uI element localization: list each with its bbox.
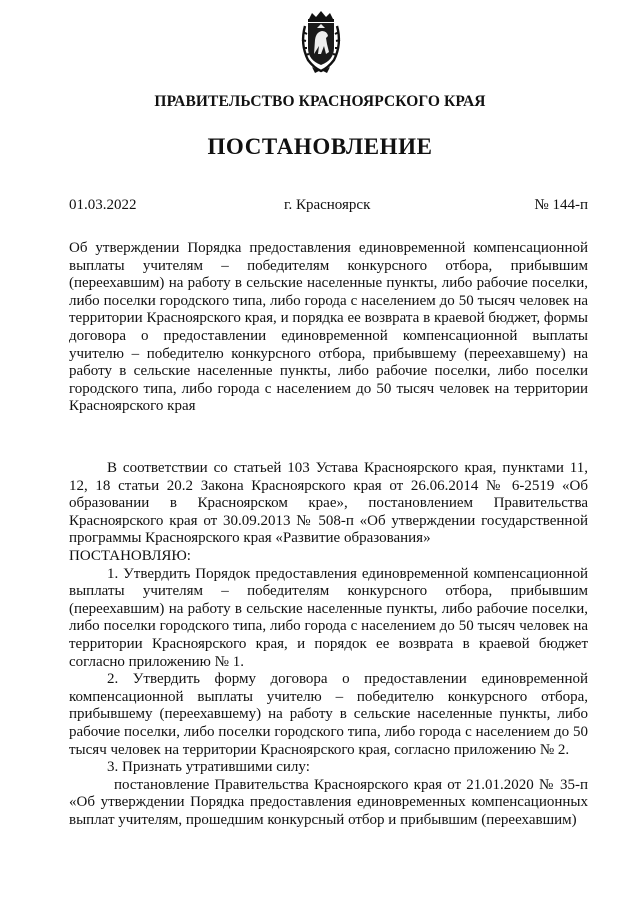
government-name: ПРАВИТЕЛЬСТВО КРАСНОЯРСКОГО КРАЯ bbox=[154, 93, 486, 110]
item-2-paragraph: 2. Утвердить форму договора о предоставлении единовременной компенсационной выплаты учителю – победителю конкурсного отбора, прибывшему (переехавшему) на работу в сельские населенные пункты, либо рабочие поселки, либо поселки городского типа, либо города с населением до 50 тысяч человек на территории Красноярского края, согласно приложению № 2. bbox=[69, 671, 588, 758]
document-subject: Об утверждении Порядка предоставления единовременной компенсационной выплаты учителям – победителям конкурсного отбора, прибывшим (переехавшим) на работу в сельские населенные пункты, либо рабочие поселки, либо поселки городского типа, либо города с населением до 50 тысяч человек на территории Красноярского края, и порядка ее возврата в краевой бюджет, формы договора о предоставлении единовременной компенсационной выплаты учителю – победителю конкурсного отбора, прибывшему (переехавшему) на работу в сельские населенные пункты, либо рабочие поселки, либо поселки городского типа, либо города с населением до 50 тысяч человек на территории Красноярского края bbox=[69, 240, 588, 415]
krasnoyarsk-coat-of-arms-icon bbox=[296, 10, 346, 74]
document-city: г. Красноярск bbox=[284, 197, 371, 213]
resolve-heading: ПОСТАНОВЛЯЮ: bbox=[69, 547, 191, 564]
document-body bbox=[69, 460, 588, 829]
item-3-subparagraph: постановление Правительства Красноярского края от 21.01.2020 № 35-п «Об утверждении Порядка предоставления единовременных компенсационных выплат учителям, прошедшим конкурсный отбор и прибывшим (переехавшим) bbox=[69, 776, 588, 828]
document-date: 01.03.2022 bbox=[69, 197, 137, 213]
preamble-paragraph: В соответствии со статьей 103 Устава Красноярского края, пунктами 11, 12, 18 статьи 20.2 Закона Красноярского края от 26.06.2014 № 6-2519 «Об образовании в Красноярском крае», постановлением Правительства Красноярского края от 30.09.2013 № 508-п «Об утверждении государственной программы Красноярского края «Развитие образования» bbox=[69, 460, 588, 547]
document-number: № 144-п bbox=[534, 197, 588, 213]
document-type-title: ПОСТАНОВЛЕНИЕ bbox=[207, 134, 433, 159]
item-1-paragraph: 1. Утвердить Порядок предоставления единовременной компенсационной выплаты учителям – победителям конкурсного отбора, прибывшим (переехавшим) на работу в сельские населенные пункты, либо рабочие поселки, либо поселки городского типа, либо города с населением до 50 тысяч человек на территории Красноярского края, и порядок ее возврата в краевой бюджет согласно приложению № 1. bbox=[69, 565, 588, 670]
item-3-paragraph: 3. Признать утратившими силу: bbox=[107, 759, 310, 776]
